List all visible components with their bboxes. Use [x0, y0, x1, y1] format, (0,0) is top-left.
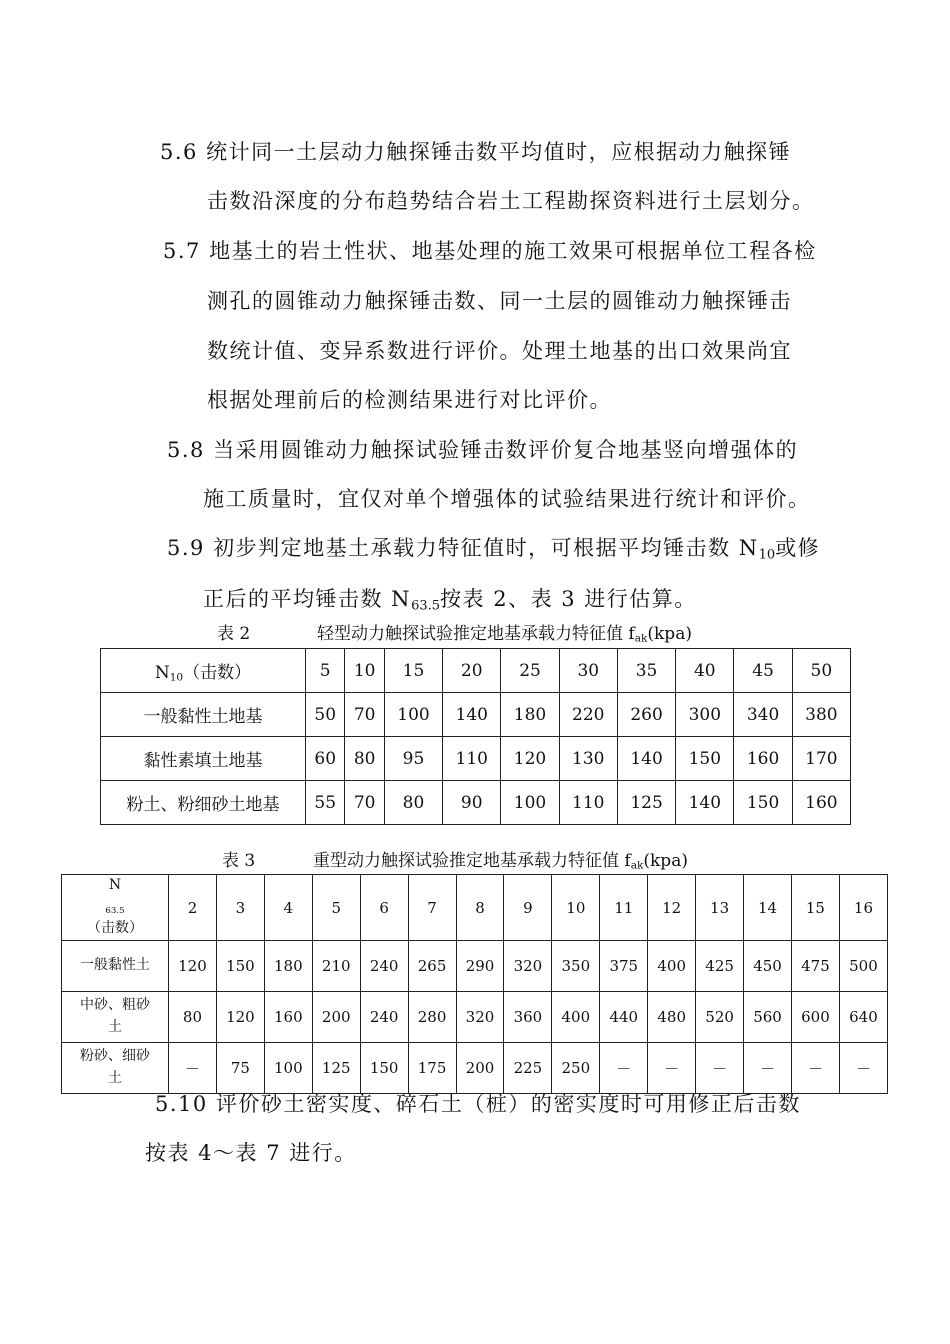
para-5-9-line-1	[167, 538, 820, 561]
para-5-6-line-1: 5.6 统计同一土层动力触探锤击数平均值时，应根据动力触探锤	[160, 140, 792, 164]
table-3-cell: 120	[169, 941, 217, 992]
table-3-header-cell: 15	[791, 875, 839, 941]
table-3-cell: 150	[216, 941, 264, 992]
table-2-row	[101, 781, 851, 825]
para-5-9-text-a: 5.9 初步判定地基土承载力特征值时，可根据平均锤击数 N	[167, 536, 759, 560]
table-3-header-cell: 7	[408, 875, 456, 941]
para-5-7-line-4: 根据处理前后的检测结果进行对比评价。	[207, 388, 612, 412]
table-3-cell: 400	[552, 992, 600, 1043]
table-3-title-text: 重型动力触探试验推定地基承载力特征值 f	[313, 851, 631, 871]
table-2-cell: 260	[617, 693, 675, 737]
table-2-cell: 160	[734, 737, 792, 781]
table-2-row-label: 一般黏性土地基	[101, 693, 306, 737]
para-5-9-text-d: 按表 2、表 3 进行估算。	[440, 587, 697, 611]
table-3-cell: 640	[839, 992, 887, 1043]
n10-subscript: 10	[758, 547, 776, 563]
table-3-row-label-text: 一般黏性土	[80, 957, 150, 974]
table-3-cell: －	[744, 1043, 792, 1094]
table-2-header-cell: 35	[617, 649, 675, 693]
table-3-header-cell: 16	[839, 875, 887, 941]
table-3-cell: 425	[696, 941, 744, 992]
table-2-number: 表 2	[217, 624, 251, 644]
table-2	[100, 648, 851, 825]
table-3-number: 表 3	[222, 851, 256, 871]
table-2-title-sub: ak	[634, 632, 648, 645]
table-3-cell: 520	[696, 992, 744, 1043]
table-3-cell: 125	[312, 1043, 360, 1094]
table-3-row-label-text: 粉砂、细砂土	[80, 1048, 150, 1087]
table-3-cell: 475	[791, 941, 839, 992]
para-5-9-line-2	[203, 589, 697, 612]
table-3-header-cell: 11	[600, 875, 648, 941]
table-2-header-cell: 15	[384, 649, 442, 693]
table-3-row-label-text: 中砂、粗砂土	[80, 997, 150, 1036]
table-3-cell: 290	[456, 941, 504, 992]
table-2-cell: 55	[306, 781, 345, 825]
table-3-cell: 240	[360, 941, 408, 992]
table-3-header-cell: 5	[312, 875, 360, 941]
para-5-10-line-1: 5.10 评价砂土密实度、碎石土（桩）的密实度时可用修正后击数	[155, 1092, 801, 1116]
table-2-cell: 120	[501, 737, 559, 781]
table-3-cell: 175	[408, 1043, 456, 1094]
table-3-cell: 75	[216, 1043, 264, 1094]
table-3	[61, 874, 888, 1094]
para-5-7-line-2: 测孔的圆锥动力触探锤击数、同一土层的圆锥动力触探锤击	[207, 289, 792, 313]
table-3-cell: 600	[791, 992, 839, 1043]
table-3-cell: 210	[312, 941, 360, 992]
table-2-cell: 220	[559, 693, 617, 737]
table-2-cell: 90	[443, 781, 501, 825]
table-3-cell: 280	[408, 992, 456, 1043]
table-2-header-cell: 50	[792, 649, 850, 693]
table-2-header-cell: 5	[306, 649, 345, 693]
table-2-cell: 150	[676, 737, 734, 781]
table-2-header-sub: 10	[169, 671, 184, 684]
table-2-cell: 380	[792, 693, 850, 737]
table-2-cell: 340	[734, 693, 792, 737]
table-3-cell: 200	[456, 1043, 504, 1094]
table-3-cell: 80	[169, 992, 217, 1043]
table-2-cell: 50	[306, 693, 345, 737]
table-2-title-text: 轻型动力触探试验推定地基承载力特征值 f	[317, 624, 635, 644]
table-2-caption	[217, 626, 757, 643]
table-2-cell: 80	[384, 781, 442, 825]
table-2-cell: 100	[384, 693, 442, 737]
table-2-cell: 110	[443, 737, 501, 781]
table-3-cell: －	[791, 1043, 839, 1094]
table-3-header-cell: 10	[552, 875, 600, 941]
table-3-cell: 360	[504, 992, 552, 1043]
table-3-header-cell: 4	[264, 875, 312, 941]
table-2-cell: 180	[501, 693, 559, 737]
para-5-9-text-c: 正后的平均锤击数 N	[203, 587, 412, 611]
table-3-cell: －	[648, 1043, 696, 1094]
table-3-cell: 400	[648, 941, 696, 992]
table-3-row	[62, 941, 888, 992]
table-2-cell: 70	[345, 693, 384, 737]
table-3-title-sub: ak	[630, 859, 644, 872]
table-3-cell: 240	[360, 992, 408, 1043]
table-3-cell: 320	[456, 992, 504, 1043]
table-2-title	[317, 626, 692, 644]
table-2-header-cell: 30	[559, 649, 617, 693]
table-3-cell: －	[600, 1043, 648, 1094]
table-3-cell: 100	[264, 1043, 312, 1094]
table-3-row-label	[62, 992, 169, 1043]
table-3-header-cell: 9	[504, 875, 552, 941]
n635-subscript: 63.5	[411, 598, 441, 614]
table-2-cell: 140	[443, 693, 501, 737]
table-2-header-row	[101, 649, 851, 693]
table-3-cell: 500	[839, 941, 887, 992]
para-5-10-line-2: 按表 4～表 7 进行。	[145, 1141, 357, 1165]
table-3-caption	[222, 853, 762, 870]
table-2-row-label: 粉土、粉细砂土地基	[101, 781, 306, 825]
table-2-title-unit: (kpa)	[647, 624, 692, 644]
table-2-cell: 110	[559, 781, 617, 825]
table-3-cell: 375	[600, 941, 648, 992]
table-2-row	[101, 737, 851, 781]
table-3-header-cell: 13	[696, 875, 744, 941]
table-3-cell: 160	[264, 992, 312, 1043]
table-2-row	[101, 693, 851, 737]
table-3-header-cell: 8	[456, 875, 504, 941]
table-3-header-row	[62, 875, 888, 941]
table-3-cell: －	[696, 1043, 744, 1094]
table-2-cell: 140	[676, 781, 734, 825]
table-2-cell: 130	[559, 737, 617, 781]
table-2-cell: 125	[617, 781, 675, 825]
table-3-cell: 560	[744, 992, 792, 1043]
para-5-8-line-1: 5.8 当采用圆锥动力触探试验锤击数评价复合地基竖向增强体的	[167, 438, 799, 462]
table-3-header-cell: 2	[169, 875, 217, 941]
table-3-cell: 150	[360, 1043, 408, 1094]
table-2-cell: 100	[501, 781, 559, 825]
para-5-6-line-2: 击数沿深度的分布趋势结合岩土工程勘探资料进行土层划分。	[207, 189, 815, 213]
table-3-header-cell: 14	[744, 875, 792, 941]
table-3-header-cell: 12	[648, 875, 696, 941]
table-2-cell: 95	[384, 737, 442, 781]
table-3-header-n: N	[108, 877, 122, 893]
table-3-row	[62, 992, 888, 1043]
table-2-cell: 140	[617, 737, 675, 781]
table-3-title	[313, 853, 688, 871]
table-2-header-cell: 10	[345, 649, 384, 693]
table-2-header-label	[101, 649, 306, 693]
para-5-8-line-2: 施工质量时，宜仅对单个增强体的试验结果进行统计和评价。	[203, 487, 811, 511]
table-2-cell: 60	[306, 737, 345, 781]
table-3-cell: 320	[504, 941, 552, 992]
table-2-cell: 160	[792, 781, 850, 825]
table-2-header-n: N	[154, 662, 170, 683]
table-3-cell: －	[169, 1043, 217, 1094]
table-3-header-suffix: （击数）	[87, 920, 143, 937]
table-3-cell: 225	[504, 1043, 552, 1094]
table-2-row-label: 黏性素填土地基	[101, 737, 306, 781]
para-5-7-line-3: 数统计值、变异系数进行评价。处理土地基的出口效果尚宜	[207, 339, 792, 363]
table-2-header-suffix: （击数）	[183, 662, 252, 683]
table-3-cell: 250	[552, 1043, 600, 1094]
table-3-cell: 450	[744, 941, 792, 992]
table-3-row	[62, 1043, 888, 1094]
table-3-title-unit: (kpa)	[643, 851, 688, 871]
table-3-row-label	[62, 1043, 169, 1094]
table-3-row-label	[62, 941, 169, 992]
table-2-cell: 150	[734, 781, 792, 825]
table-3-cell: 120	[216, 992, 264, 1043]
table-2-cell: 80	[345, 737, 384, 781]
table-2-header-cell: 40	[676, 649, 734, 693]
table-3-cell: 200	[312, 992, 360, 1043]
table-2-header-cell: 45	[734, 649, 792, 693]
table-2-cell: 300	[676, 693, 734, 737]
table-3-cell: 180	[264, 941, 312, 992]
table-2-header-cell: 25	[501, 649, 559, 693]
table-3-header-cell: 6	[360, 875, 408, 941]
table-3-cell: －	[839, 1043, 887, 1094]
table-3-cell: 265	[408, 941, 456, 992]
table-3-cell: 350	[552, 941, 600, 992]
table-2-header-cell: 20	[443, 649, 501, 693]
para-5-7-line-1: 5.7 地基土的岩土性状、地基处理的施工效果可根据单位工程各检	[163, 239, 817, 263]
table-2-cell: 170	[792, 737, 850, 781]
para-5-9-text-b: 或修	[775, 536, 821, 560]
table-3-header-label	[62, 875, 169, 941]
table-3-header-sub: 63.5	[105, 905, 125, 916]
table-3-cell: 480	[648, 992, 696, 1043]
table-2-cell: 70	[345, 781, 384, 825]
table-3-header-cell: 3	[216, 875, 264, 941]
table-3-cell: 440	[600, 992, 648, 1043]
